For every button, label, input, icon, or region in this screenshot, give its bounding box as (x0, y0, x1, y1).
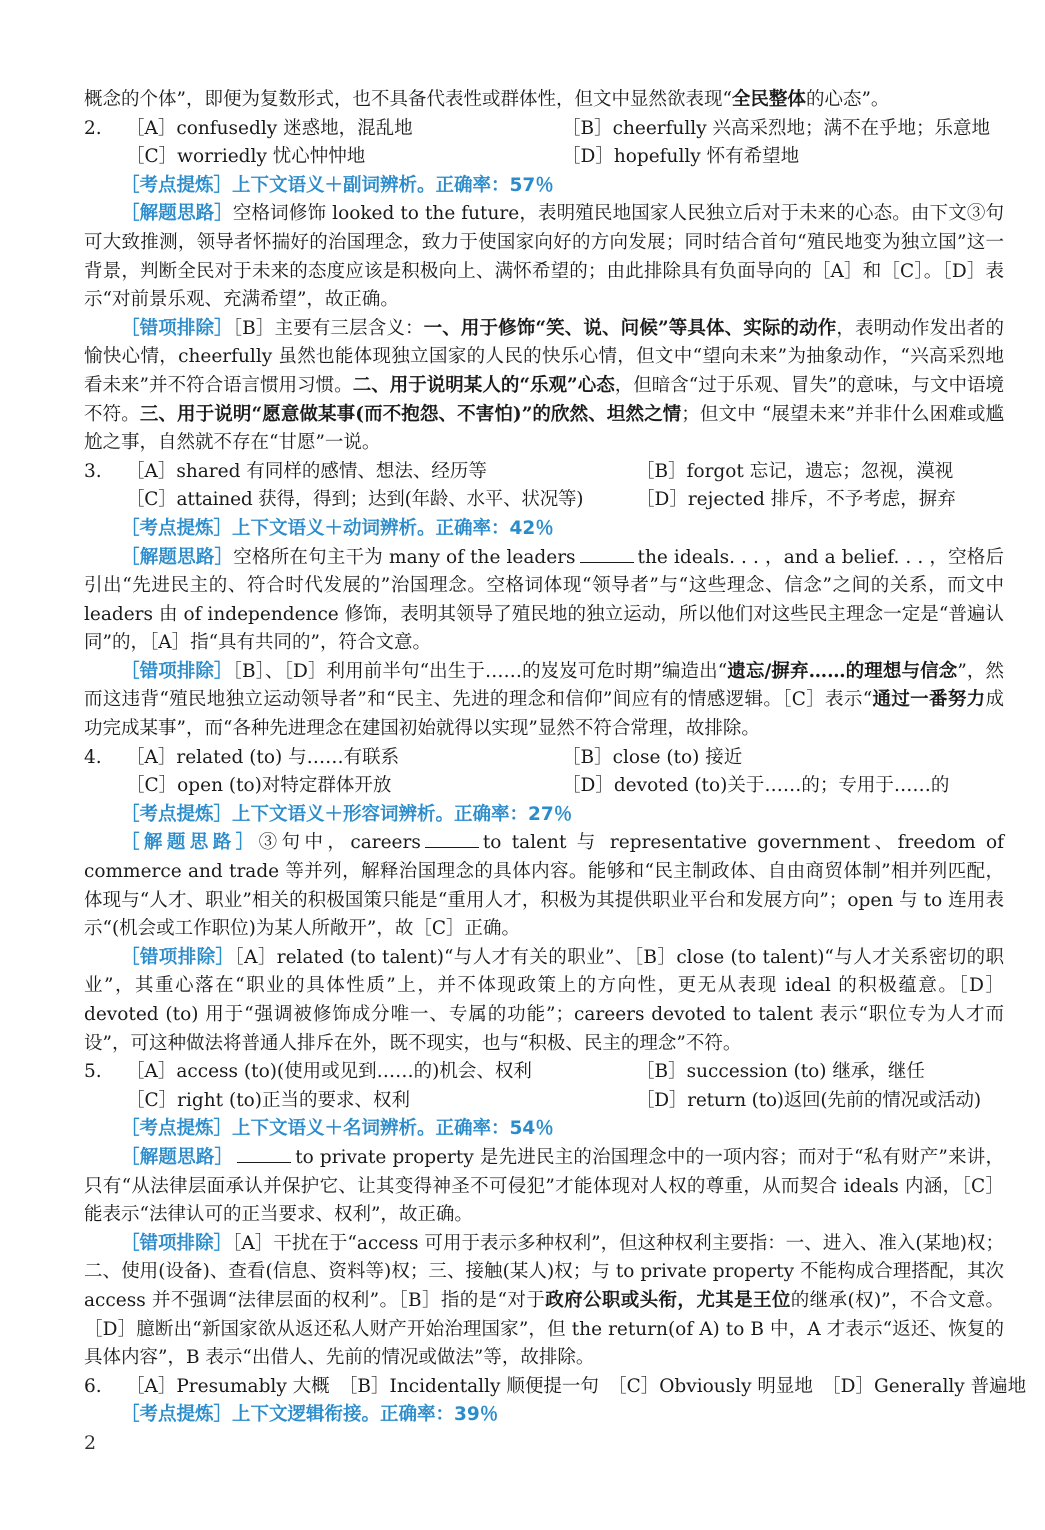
elimination-tag: ［错项排除］ (121, 660, 233, 682)
solution-tag: ［解题思路］ (121, 1146, 234, 1168)
solution-tag: ［解题思路］ (121, 546, 234, 568)
blank-line (580, 546, 634, 563)
question-number: 3. (84, 460, 102, 482)
key-point-text: 上下文语义＋形容词辨析。正确率：27％ (232, 803, 573, 825)
option-d: ［D］rejected 排斥，不予考虑，摒弃 (636, 489, 956, 511)
solution-tag: ［解题思路］ (121, 203, 233, 225)
text: ［B］、［D］利用前半句“出生于……的岌岌可危时期”编造出“ (232, 660, 728, 682)
wrong-option-elimination (84, 658, 1004, 744)
question-number: 6. (84, 1375, 102, 1397)
question-number: 4. (84, 746, 102, 768)
option-a: ［A］confusedly 迷惑地，混乱地 (126, 117, 413, 139)
option-d: ［D］hopefully 怀有希望地 (562, 146, 800, 168)
key-point-tag: ［考点提炼］ (121, 517, 233, 539)
text: 概念的个体”，即便为复数形式，也不具备代表性或群体性，但文中显然欲表现“ (84, 89, 732, 110)
text: ；但文中 “展望未来”并非什么困难或尴尬之事，自然就不存在“甘愿”一说。 (84, 403, 1004, 454)
key-point (84, 1401, 1004, 1430)
text: ”，然而这违背“殖民地独立运动领导者”和“民主、先进的理念和信仰”间应有的情感逻辑。［C］表示“ (84, 660, 1004, 711)
key-point-tag: ［考点提炼］ (121, 1404, 233, 1426)
key-point (84, 801, 1004, 830)
option-b: ［B］close (to) 接近 (562, 746, 743, 768)
option-d: ［D］return (to)返回(先前的情况或活动) (636, 1089, 981, 1111)
solution-approach (84, 544, 1004, 658)
key-point (84, 172, 1004, 201)
page-number: 2 (84, 1432, 97, 1454)
text: ，但暗含“过于乐观、冒失”的意味，与文中语境不符。 (84, 374, 1004, 425)
bold-text: 政府公职或头衔，尤其是王位 (545, 1289, 791, 1311)
option-a: ［A］related (to) 与……有联系 (126, 746, 400, 768)
text: ③句中，careers (258, 832, 421, 854)
blank-line (237, 1146, 291, 1163)
bold-text: 遗忘/摒弃……的理想与信念 (727, 660, 958, 682)
question-6-options (84, 1373, 1027, 1402)
solution-approach (84, 1144, 1004, 1230)
elimination-tag: ［错项排除］ (121, 1232, 233, 1254)
option-b: ［B］succession (to) 继承，继任 (636, 1061, 925, 1083)
bold-text: 全民整体 (731, 89, 806, 110)
text: ［B］主要有三层含义： (232, 317, 424, 339)
answer-explanations (84, 86, 1027, 1430)
question-number: 5. (84, 1061, 102, 1083)
options-a-to-d: ［A］Presumably 大概 ［B］Incidentally 顺便提一句 ［C］Obviously 明显地 ［D］Generally 普遍地 (126, 1375, 1027, 1397)
option-a: ［A］access (to)(使用或见到……的)机会、权利 (126, 1061, 532, 1083)
text: the ideals. . . ，and a belief. . . ，空格后引出“先进民主的、符合时代发展的”治国理念。空格词体现“领导者”与“这些理念、信念”之间的关系，而文中 leaders 由 of independence 修饰，表明其领导了殖民地的独立运动，所以他们对这些民主理念一定是“普遍认同”的，［A］指“具有共同的”，符合文意。 (84, 546, 1004, 654)
text: ［A］干扰在于“access 可用于表示多种权利”，但这种权利主要指：一、进入、准入(某地)权；二、使用(设备)、查看(信息、资料等)权；三、接触(某人)权；与 to private property 不能构成合理搭配，其次 access 并不强调“法律层面的权利”。［B］指的是“对于 (84, 1232, 1004, 1311)
bold-text: 一、用于修饰“笑、说、问候”等具体、实际的动作 (423, 317, 837, 339)
elimination-tag: ［错项排除］ (121, 317, 233, 339)
text: 空格所在句主干为 many of the leaders (233, 546, 576, 568)
key-point-text: 上下文语义＋名词辨析。正确率：54％ (232, 1118, 554, 1140)
wrong-option-elimination (84, 1230, 1004, 1373)
key-point-tag: ［考点提炼］ (121, 1118, 233, 1140)
option-c: ［C］right (to)正当的要求、权利 (126, 1089, 410, 1111)
text: 成功完成某事”，而“各种先进理念在建国初始就得以实现”显然不符合常理，故排除。 (84, 689, 1004, 740)
question-5-options (84, 1058, 1004, 1115)
solution-approach (84, 829, 1004, 943)
continuation-line (84, 86, 1004, 115)
solution-tag: ［解题思路］ (121, 832, 259, 854)
option-b: ［B］forgot 忘记，遗忘；忽视，漠视 (636, 460, 954, 482)
solution-approach (84, 200, 1004, 314)
key-point-text: 上下文语义＋副词辨析。正确率：57％ (232, 174, 554, 196)
option-c: ［C］open (to)对特定群体开放 (126, 775, 392, 797)
wrong-option-elimination (84, 315, 1004, 458)
text: 的心态”。 (805, 89, 890, 110)
option-a: ［A］shared 有同样的感情、想法、经历等 (126, 460, 487, 482)
solution-text: 空格词修饰 looked to the future，表明殖民地国家人民独立后对于未来的心态。由下文③句可大致推测，领导者怀揣好的治国理念，致力于使国家向好的方向发展；同时结合首句“殖民地变为独立国”这一背景，判断全民对于未来的态度应该是积极向上、满怀希望的；由此排除具有负面导向的［A］和［C］。［D］表示“对前景乐观、充满希望”，故正确。 (84, 203, 1004, 311)
blank-line (425, 831, 479, 848)
bold-text: 通过一番努力 (872, 689, 986, 711)
key-point-text: 上下文语义＋动词辨析。正确率：42％ (232, 517, 554, 539)
option-b: ［B］cheerfully 兴高采烈地；满不在乎地；乐意地 (562, 117, 991, 139)
question-2-options (84, 115, 1004, 172)
text: to talent 与 representative government、freedom of commerce and trade 等并列，解释治国理念的具体内容。能够和“民主制政体、自由商贸体制”相并列匹配，体现与“人才、职业”相关的积极国策只能是“重用人才，积极为其提供职业平台和发展方向”；open 与 to 连用表示“(机会或工作职位)为某人所敞开”，故［C］正确。 (84, 832, 1004, 940)
key-point (84, 515, 1004, 544)
option-c: ［C］attained 获得，得到；达到(年龄、水平、状况等) (126, 489, 584, 511)
question-number: 2. (84, 117, 102, 139)
key-point-tag: ［考点提炼］ (121, 803, 233, 825)
key-point (84, 1115, 1004, 1144)
question-4-options (84, 744, 1004, 801)
option-d: ［D］devoted (to)关于……的；专用于……的 (562, 775, 950, 797)
option-c: ［C］worriedly 忧心忡忡地 (126, 146, 366, 168)
key-point-text: 上下文逻辑衔接。正确率：39％ (232, 1404, 499, 1426)
text: ，表明动作发出者的愉快心情，cheerfully 虽然也能体现独立国家的人民的快乐心情，但文中“望向未来”为抽象动作，“兴高采烈地看未来”并不符合语言惯用习惯。 (84, 317, 1004, 396)
elimination-tag: ［错项排除］ (121, 946, 235, 968)
wrong-option-elimination (84, 944, 1004, 1058)
text: to private property 是先进民主的治国理念中的一项内容；而对于“私有财产”来讲，只有“从法律层面承认并保护它、让其变得神圣不可侵犯”才能体现对人权的尊重，从而契合 ideals 内涵，［C］能表示“法律认可的正当要求、权利”，故正确。 (84, 1146, 1004, 1226)
question-3-options (84, 458, 1004, 515)
text: 的继承(权)”，不合文意。［D］臆断出“新国家欲从返还私人财产开始治理国家”，但 the return(of A) to B 中，A 才表示“返还、恢复的具体内容”，B 表示“出借人、先前的情况或做法”等，故排除。 (84, 1289, 1004, 1369)
bold-text: 二、用于说明某人的“乐观”心态 (352, 374, 615, 396)
text: ［A］related (to talent)“与人才有关的职业”、［B］close (to talent)“与人才关系密切的职业”，其重心落在“职业的具体性质”上，并不体现政策上的方向性，更无从表现 ideal 的积极蕴意。［D］devoted (to) 用于“强调被修饰成分唯一、专属的功能”；careers devoted to talent 表示“职位专为人才而设”，可这种做法将普通人排斥在外，既不现实，也与“积极、民主的理念”不符。 (84, 946, 1004, 1054)
bold-text: 三、用于说明“愿意做某事(而不抱怨、不害怕)”的欣然、坦然之情 (139, 403, 682, 425)
key-point-tag: ［考点提炼］ (121, 174, 233, 196)
